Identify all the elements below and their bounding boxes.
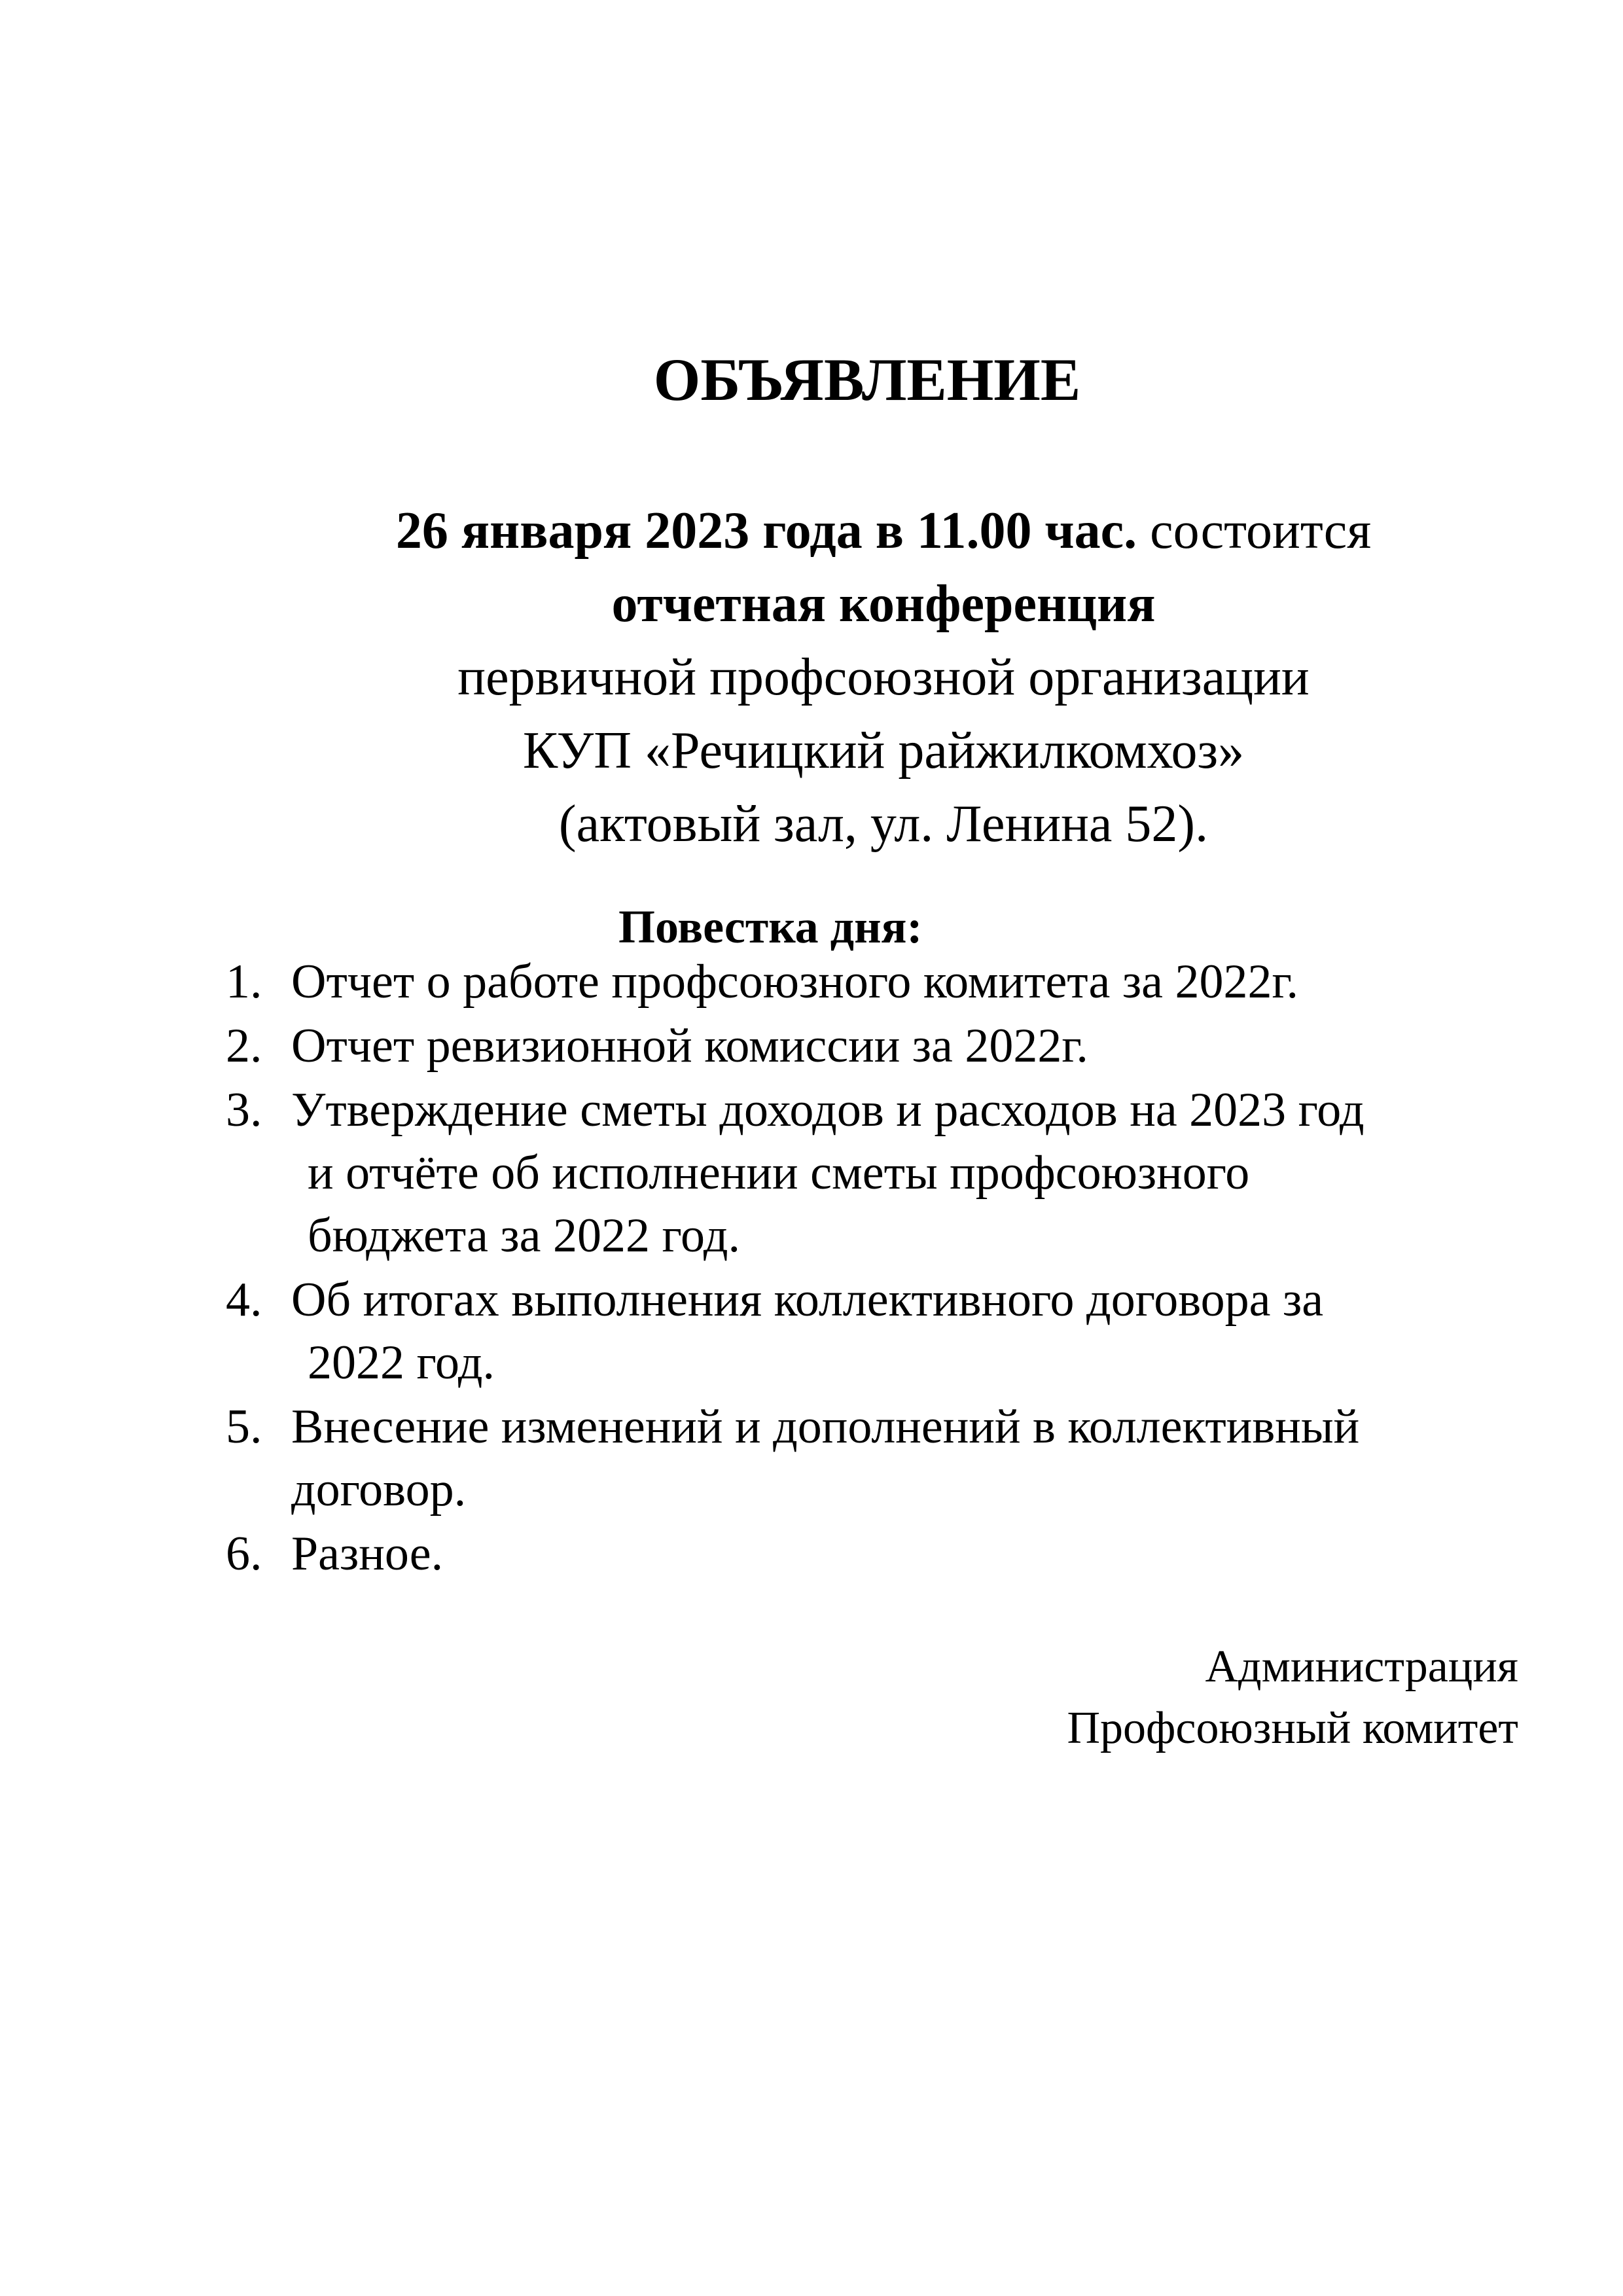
agenda-item-text-continued: 2022 год. [308,1336,495,1390]
agenda-item [226,1395,1600,1521]
agenda-item-number: 1. [226,955,262,1009]
announcement-verb: состоится [1137,502,1372,560]
signature-administration: Администрация [1205,1641,1518,1692]
agenda-item [226,1014,1600,1077]
announcement-block [0,494,1623,861]
agenda-item [226,1079,1600,1267]
agenda-heading: Повестка дня: [618,901,923,953]
agenda-item [226,950,1600,1013]
agenda-list [226,950,1600,1587]
announcement-organization: первичной профсоюзной организации [457,649,1310,706]
agenda-item-number: 5. [226,1400,262,1454]
agenda-item-number: 3. [226,1083,262,1137]
announcement-date-time: 26 января 2023 года в 11.00 час. [395,502,1137,560]
agenda-item-text: Об итогах выполнения коллективного договора за [291,1273,1324,1327]
agenda-item-number: 4. [226,1273,262,1327]
agenda-item [226,1268,1600,1394]
signature-block [1021,1636,1518,1759]
agenda-item-text-continued: и отчёте об исполнении сметы профсоюзного [308,1146,1250,1200]
announcement-company: КУП «Речицкий райжилкомхоз» [522,722,1245,780]
document-title: ОБЪЯВЛЕНИЕ [653,346,1081,413]
agenda-item-text: Разное. [291,1527,444,1581]
signature-union-committee: Профсоюзный комитет [1067,1703,1518,1753]
agenda-item-text: Утверждение сметы доходов и расходов на 2023 год [291,1083,1364,1137]
agenda-item-text: Отчет о работе профсоюзного комитета за 2022г. [291,955,1298,1009]
agenda-item-number: 6. [226,1527,262,1581]
agenda-item-text-continued: договор. [291,1463,467,1516]
agenda-item-text: Отчет ревизионной комиссии за 2022г. [291,1019,1088,1073]
agenda-item [226,1522,1600,1585]
agenda-item-text: Внесение изменений и дополнений в коллективный [291,1400,1360,1454]
announcement-location: (актовый зал, ул. Ленина 52). [558,795,1209,853]
announcement-event: отчетная конференция [611,575,1156,633]
agenda-item-text-continued: бюджета за 2022 год. [308,1209,741,1263]
agenda-item-number: 2. [226,1019,262,1073]
announcement-date-line [0,494,1623,567]
